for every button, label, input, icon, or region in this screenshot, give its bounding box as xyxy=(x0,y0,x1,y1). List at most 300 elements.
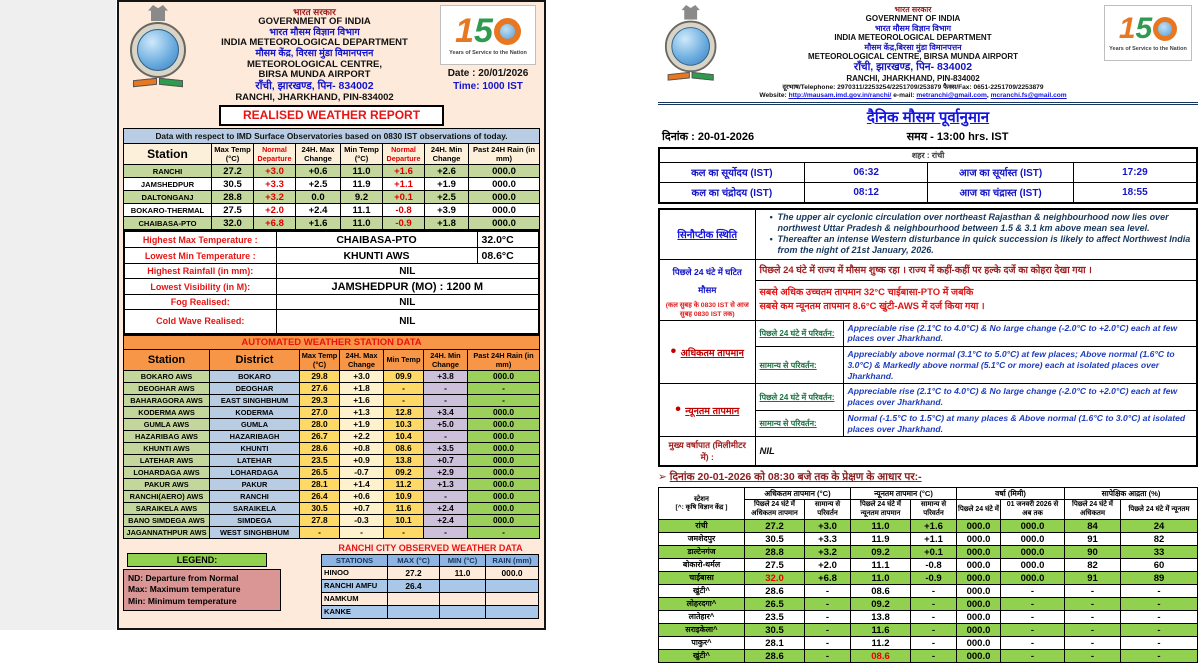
table-cell: +6.8 xyxy=(254,217,296,230)
highest-max-station: CHAIBASA-PTO xyxy=(276,231,477,248)
imd-150-logo xyxy=(1104,5,1192,61)
report-time: Time: 1000 IST xyxy=(453,81,523,92)
table-cell: - xyxy=(1121,624,1198,637)
table-row xyxy=(124,466,540,478)
sub-min-24h: पिछले 24 घंटे में न्यूनतम तापमान xyxy=(851,500,911,520)
table-cell: SIMDEGA xyxy=(210,514,300,526)
col-station xyxy=(659,488,745,520)
daily-forecast-panel xyxy=(658,1,1198,662)
sunset-value: 17:29 xyxy=(1073,162,1197,182)
table-cell: - xyxy=(1121,637,1198,650)
legend-line-1: ND: Departure from Normal xyxy=(128,572,239,583)
table-cell: - xyxy=(911,598,957,611)
table-cell: -0.9 xyxy=(911,572,957,585)
table-cell: - xyxy=(1001,637,1065,650)
table-cell: 000.0 xyxy=(1001,559,1065,572)
table-cell: 82 xyxy=(1065,559,1121,572)
lowest-visibility-value: JAMSHEDPUR (MO) : 1200 M xyxy=(276,279,539,295)
table-cell: 33 xyxy=(1121,546,1198,559)
left-header xyxy=(123,5,540,103)
email-link-2[interactable]: mcranchi.fs@gmail.com xyxy=(990,91,1067,99)
table-row xyxy=(322,579,539,592)
table-row xyxy=(659,585,1198,598)
table-cell: सराइकेला^ xyxy=(659,624,745,637)
table-cell: +2.0 xyxy=(805,559,851,572)
highest-rainfall-value: NIL xyxy=(276,264,539,279)
table-row xyxy=(659,533,1198,546)
table-cell: 11.9 xyxy=(851,533,911,546)
table-cell: +0.1 xyxy=(383,191,425,204)
min-24h-change-text: Appreciable rise (2.1°C to 4.0°C) & No large change (-2.0°C to +2.0°C) each at few places over Jharkhand. xyxy=(843,384,1197,410)
table-cell: EAST SINGHBHUM xyxy=(210,394,300,406)
ribbon-orange xyxy=(133,78,157,88)
col-station: Station xyxy=(124,144,212,165)
table-cell: लातेहार^ xyxy=(659,611,745,624)
synoptic-label: सिनौप्टीक स्थिति xyxy=(659,209,755,260)
table-cell: KODERMA xyxy=(210,406,300,418)
table-cell: - xyxy=(384,526,424,538)
table-cell: +3.2 xyxy=(254,191,296,204)
centre-hindi: मौसम केंद्र,बिरसा मुंडा विमानपत्तन xyxy=(864,42,962,52)
min-24h-change-label: पिछले 24 घंटे में परिवर्तन: xyxy=(755,384,843,410)
ribbon-green xyxy=(159,78,183,88)
table-cell: 000.0 xyxy=(957,611,1001,624)
digit-1: 1 xyxy=(1118,12,1136,45)
table-cell: LOHARDAGA AWS xyxy=(124,466,210,478)
table-cell: - xyxy=(424,526,468,538)
table-row xyxy=(659,259,1197,280)
table-cell: 27.2 xyxy=(212,165,254,178)
ribbon-green xyxy=(692,72,714,81)
synoptic-bullet-2: • Thereafter an intense Western disturbance in quick succession is likely to affect Northwest India from the night of 21st January, 2026. xyxy=(770,234,1193,257)
table-cell: 9.2 xyxy=(341,191,383,204)
group-min-temp: न्यूनतम तापमान (°C) xyxy=(851,488,957,500)
table-cell: - xyxy=(424,430,468,442)
col-min-temp: Min Temp xyxy=(384,349,424,370)
table-cell: RANCHI(AERO) AWS xyxy=(124,490,210,502)
col-past-24h-rain: Past 24H Rain (in mm) xyxy=(469,144,540,165)
table-row xyxy=(124,478,540,490)
table-row xyxy=(659,650,1198,663)
bullet-icon: • xyxy=(670,343,681,361)
table-cell: 11.2 xyxy=(384,478,424,490)
sub-max-dep: सामान्य से परिवर्तन xyxy=(805,500,851,520)
right-header xyxy=(658,1,1198,100)
obs-heading xyxy=(658,470,1198,484)
table-cell xyxy=(440,592,486,605)
pin-english: RANCHI, JHARKHAND, PIN-834002 xyxy=(846,73,980,83)
logo-150-digits xyxy=(455,14,521,48)
table-cell: 000.0 xyxy=(469,191,540,204)
table-cell: 28.1 xyxy=(745,637,805,650)
table-row xyxy=(659,384,1197,410)
table-cell: 28.8 xyxy=(745,546,805,559)
table-cell: +2.4 xyxy=(296,204,341,217)
email-link-1[interactable]: metranchi@gmail.com xyxy=(916,91,987,99)
table-cell: 27.0 xyxy=(300,406,340,418)
extreme-temps xyxy=(755,281,1197,321)
synoptic-bullets xyxy=(760,212,1193,257)
gov-english: GOVERNMENT OF INDIA xyxy=(258,16,371,28)
table-cell: 28.6 xyxy=(745,585,805,598)
table-cell: HINOO xyxy=(322,566,388,579)
table-row xyxy=(124,442,540,454)
table-cell: -0.7 xyxy=(340,466,384,478)
max-temp-label: अधिकतम तापमान xyxy=(680,348,744,360)
table-cell: 30.5 xyxy=(745,624,805,637)
col-24h-min-change: 24H. Min Change xyxy=(425,144,469,165)
table-cell: 000.0 xyxy=(957,637,1001,650)
table-cell: HAZARIBAG AWS xyxy=(124,430,210,442)
table-cell: +0.7 xyxy=(340,502,384,514)
table-cell: -0.3 xyxy=(340,514,384,526)
synoptic-bullet-1: • The upper air cyclonic circulation over northeast Rajasthan & neighbourhood now lies over northwest Uttar Pradesh & neighbourhood between 1.5 & 3.1 km above mean sea level. xyxy=(770,212,1193,235)
table-cell: 30.5 xyxy=(745,533,805,546)
table-cell: 000.0 xyxy=(468,490,540,502)
table-cell: 30.5 xyxy=(212,178,254,191)
table-cell: 11.1 xyxy=(851,559,911,572)
table-cell: 11.1 xyxy=(341,204,383,217)
table-cell: 000.0 xyxy=(1001,546,1065,559)
past-weather-note: (कल सुबह के 0830 IST से आज सुबह 0830 IST तक) xyxy=(665,301,749,318)
table-cell: +6.8 xyxy=(805,572,851,585)
table-cell: +3.3 xyxy=(254,178,296,191)
table-cell: RANCHI xyxy=(124,165,212,178)
table-row xyxy=(124,514,540,526)
moonrise-label: कल का चंद्रोदय (IST) xyxy=(659,182,804,203)
moonset-label: आज का चंद्रास्त (IST) xyxy=(928,182,1073,203)
table-header-row xyxy=(124,349,540,370)
sunrise-sunset-table xyxy=(658,147,1198,204)
rainfall-label: मुख्य वर्षापात (मिलीमीटर में) : xyxy=(659,437,755,467)
group-rain: वर्षा (मिमी) xyxy=(957,488,1065,500)
table-cell: 08.6 xyxy=(851,650,911,663)
table-cell: GUMLA xyxy=(210,418,300,430)
table-cell: 27.8 xyxy=(300,514,340,526)
table-cell: - xyxy=(1065,650,1121,663)
table-cell: 91 xyxy=(1065,572,1121,585)
table-cell: बोकारो-थर्मल xyxy=(659,559,745,572)
legend-title: LEGEND: xyxy=(127,553,267,567)
digit-0-globe-icon xyxy=(494,18,521,45)
email-label: e-mail: xyxy=(893,91,915,99)
logo-ribbons xyxy=(664,73,717,79)
table-cell: - xyxy=(384,382,424,394)
website-link[interactable]: http://mausam.imd.gov.in/ranchi/ xyxy=(788,91,892,99)
centre-hindi: मौसम केंद्र, विरसा मुंडा विमानपत्तन xyxy=(255,47,374,59)
highest-max-label: Highest Max Temperature : xyxy=(124,231,276,248)
min-temp-label: न्यूनतम तापमान xyxy=(685,406,740,418)
table-cell: - xyxy=(1001,624,1065,637)
table-cell: 000.0 xyxy=(468,370,540,382)
sub-rain-cum: 01 जनवरी 2026 से अब तक xyxy=(1001,500,1065,520)
col-min: MIN (°C) xyxy=(440,554,486,566)
table-row xyxy=(322,566,539,579)
sunset-label: आज का सूर्यास्त (IST) xyxy=(928,162,1073,182)
legend-section xyxy=(123,543,283,619)
table-cell: 000.0 xyxy=(1001,533,1065,546)
col-24h-max-change: 24H. Max Change xyxy=(340,349,384,370)
table-cell: PAKUR AWS xyxy=(124,478,210,490)
table-cell: +2.6 xyxy=(425,165,469,178)
table-row xyxy=(659,520,1198,533)
table-cell: चाईबासा xyxy=(659,572,745,585)
table-cell: GUMLA AWS xyxy=(124,418,210,430)
table-cell: BANO SIMDEGA AWS xyxy=(124,514,210,526)
table-cell: - xyxy=(468,394,540,406)
table-row xyxy=(124,204,540,217)
col-station: Station xyxy=(124,349,210,370)
table-cell: 000.0 xyxy=(957,598,1001,611)
logo-ribbons xyxy=(123,79,193,86)
table-cell: 28.1 xyxy=(300,478,340,490)
table-row xyxy=(124,279,539,295)
max-normal-change-text: Appreciably above normal (3.1°C to 5.0°C) at few places; Above normal (1.6°C to 3.0°C) & Markedly above normal (5.1°C or more) each at isolated places over Jharkhand. xyxy=(843,347,1197,384)
table-cell: 11.0 xyxy=(440,566,486,579)
table-cell: +0.8 xyxy=(340,442,384,454)
table-cell: 26.4 xyxy=(300,490,340,502)
table-cell: +1.1 xyxy=(911,533,957,546)
right-header-text xyxy=(722,5,1104,100)
table-cell: - xyxy=(1065,624,1121,637)
table-row xyxy=(659,182,1197,203)
table-cell: -0.9 xyxy=(383,217,425,230)
table-cell: BOKARO-THERMAL xyxy=(124,204,212,217)
table-cell: +1.1 xyxy=(383,178,425,191)
table-row xyxy=(124,191,540,204)
table-cell: - xyxy=(805,650,851,663)
table-cell: - xyxy=(424,490,468,502)
table-cell xyxy=(486,592,539,605)
centre-english-1: METEOROLOGICAL CENTRE, xyxy=(247,58,382,70)
max-24h-change-label: पिछले 24 घंटे में परिवर्तन: xyxy=(755,320,843,346)
table-cell: 000.0 xyxy=(468,502,540,514)
col-max: MAX (°C) xyxy=(388,554,440,566)
bullet-icon: • xyxy=(675,401,686,419)
table-cell: 000.0 xyxy=(469,165,540,178)
table-cell: 26.5 xyxy=(300,466,340,478)
sub-rain-24h: पिछले 24 घंटे में xyxy=(957,500,1001,520)
left-header-right xyxy=(436,5,540,92)
table-cell: +1.6 xyxy=(911,520,957,533)
table-header-row xyxy=(124,144,540,165)
table-cell xyxy=(440,579,486,592)
min-normal-change-text: Normal (-1.5°C to 1.5°C) at many places & Above normal (1.6°C to 3.0°C) at isolated places over Jharkhand. xyxy=(843,410,1197,436)
max-normal-change-label: सामान्य से परिवर्तन: xyxy=(755,347,843,384)
table-cell: +0.7 xyxy=(424,454,468,466)
table-cell: 09.2 xyxy=(384,466,424,478)
table-cell: CHAIBASA-PTO xyxy=(124,217,212,230)
table-cell: - xyxy=(805,624,851,637)
table-row xyxy=(124,264,539,279)
website-label: Website: xyxy=(759,91,787,99)
lowest-min-station: KHUNTI AWS xyxy=(276,248,477,264)
sunrise-value: 06:32 xyxy=(804,162,928,182)
table-row xyxy=(124,490,540,502)
table-cell: 000.0 xyxy=(957,572,1001,585)
table-cell: RANCHI xyxy=(210,490,300,502)
group-max-temp: अधिकतम तापमान (°C) xyxy=(745,488,851,500)
table-cell: पाकुर^ xyxy=(659,637,745,650)
table-cell: 000.0 xyxy=(957,585,1001,598)
table-cell: 30.5 xyxy=(300,502,340,514)
table-cell: +1.9 xyxy=(340,418,384,430)
highest-max-value: 32.0°C xyxy=(477,231,539,248)
logo-150-caption: Years of Service to the Nation xyxy=(449,50,527,56)
ribbon-orange xyxy=(668,72,690,81)
col-24h-min-change: 24H. Min Change xyxy=(424,349,468,370)
table-cell: - xyxy=(1065,611,1121,624)
digit-5: 5 xyxy=(474,12,493,50)
table-row xyxy=(124,231,539,248)
pin-hindi: राँची, झारखण्ड, पिन- 834002 xyxy=(853,61,973,74)
table-cell: +1.3 xyxy=(424,478,468,490)
max-24h-change-text: Appreciable rise (2.1°C to 4.0°C) & No large change (-2.0°C to +2.0°C) each at few places over Jharkhand. xyxy=(843,320,1197,346)
table-cell: - xyxy=(1065,637,1121,650)
table-row xyxy=(659,572,1198,585)
centre-english: METEOROLOGICAL CENTRE, BIRSA MUNDA AIRPORT xyxy=(807,51,1019,61)
ashoka-emblem-icon xyxy=(148,5,168,21)
table-row xyxy=(322,592,539,605)
left-bottom-section xyxy=(123,543,540,619)
table-cell: 10.1 xyxy=(384,514,424,526)
station-header-text: स्टेशन xyxy=(694,495,709,503)
table-cell xyxy=(388,605,440,618)
table-cell: 11.6 xyxy=(384,502,424,514)
table-cell: 84 xyxy=(1065,520,1121,533)
fog-label: Fog Realised: xyxy=(124,295,276,310)
table-cell: 11.2 xyxy=(851,637,911,650)
col-past-24h-rain: Past 24H Rain (in mm) xyxy=(468,349,540,370)
table-row xyxy=(124,248,539,264)
group-humidity: सापेक्षिक आद्रता (%) xyxy=(1065,488,1198,500)
phone-line: दूरभाष/Telephone: 2970311/2253254/2251709/253879 फैक्स/Fax: 0651-2251709/2253879 xyxy=(782,84,1044,92)
table-row xyxy=(659,148,1197,163)
min-temp-label-cell xyxy=(659,384,755,437)
table-cell: 000.0 xyxy=(957,533,1001,546)
gov-english: GOVERNMENT OF INDIA xyxy=(865,14,961,24)
lowest-temp-line: सबसे कम न्यूनतम तापमान 8.6°C खुंटी-AWS में दर्ज किया गया । xyxy=(759,301,985,313)
sub-max-24h: पिछले 24 घंटे में अधिकतम तापमान xyxy=(745,500,805,520)
table-cell: 27.2 xyxy=(388,566,440,579)
table-cell: HAZARIBAGH xyxy=(210,430,300,442)
table-cell: 13.8 xyxy=(384,454,424,466)
table-cell: 28.8 xyxy=(212,191,254,204)
table-cell: 09.2 xyxy=(851,598,911,611)
table-cell: लोहरदगा^ xyxy=(659,598,745,611)
table-cell: 28.6 xyxy=(745,650,805,663)
moonrise-value: 08:12 xyxy=(804,182,928,203)
table-cell: 24 xyxy=(1121,520,1198,533)
table-cell: +2.0 xyxy=(254,204,296,217)
table-row xyxy=(124,310,539,334)
table-row xyxy=(124,430,540,442)
table-cell: 000.0 xyxy=(468,478,540,490)
table-row xyxy=(659,637,1198,650)
table-row xyxy=(124,406,540,418)
table-header-row xyxy=(659,488,1198,500)
pin-english: RANCHI, JHARKHAND, PIN-834002 xyxy=(235,91,394,103)
table-cell: 000.0 xyxy=(468,418,540,430)
table-cell: +3.0 xyxy=(805,520,851,533)
header-divider xyxy=(658,102,1198,105)
table-cell: - xyxy=(1065,585,1121,598)
imd-150-logo xyxy=(440,5,536,65)
table-cell xyxy=(440,605,486,618)
table-cell: 11.0 xyxy=(341,165,383,178)
col-24h-max-change: 24H. Max Change xyxy=(296,144,341,165)
table-cell: LOHARDAGA xyxy=(210,466,300,478)
table-cell: 000.0 xyxy=(1001,572,1065,585)
gov-hindi: भारत सरकार xyxy=(293,7,336,17)
table-cell: DEOGHAR AWS xyxy=(124,382,210,394)
table-cell: 28.6 xyxy=(300,442,340,454)
forecast-date: दिनांक : 20-01-2026 xyxy=(662,130,755,143)
col-max-temp: Max Temp (°C) xyxy=(300,349,340,370)
table-cell: 09.2 xyxy=(851,546,911,559)
table-row xyxy=(659,437,1197,467)
realised-weather-report-panel xyxy=(117,0,546,630)
table-cell: +2.5 xyxy=(296,178,341,191)
table-cell: - xyxy=(1001,650,1065,663)
table-cell: 89 xyxy=(1121,572,1198,585)
table-cell: 27.2 xyxy=(745,520,805,533)
table-cell: PAKUR xyxy=(210,478,300,490)
col-max-temp: Max Temp (°C) xyxy=(212,144,254,165)
table-cell: DEOGHAR xyxy=(210,382,300,394)
logo-150-digits xyxy=(1119,14,1177,44)
table-cell: 10.3 xyxy=(384,418,424,430)
table-cell: +3.2 xyxy=(805,546,851,559)
table-cell: - xyxy=(468,382,540,394)
table-row xyxy=(124,295,539,310)
sub-min-dep: सामान्य से परिवर्तन xyxy=(911,500,957,520)
table-cell: 000.0 xyxy=(957,650,1001,663)
table-cell: 27.6 xyxy=(300,382,340,394)
table-row xyxy=(124,178,540,191)
table-cell: 23.5 xyxy=(745,611,805,624)
table-cell: +0.1 xyxy=(911,546,957,559)
table-cell: LATEHAR xyxy=(210,454,300,466)
table-row xyxy=(124,165,540,178)
station-header-note: [^: कृषि विज्ञान केंद्र ] xyxy=(675,504,728,512)
col-stations: STATIONS xyxy=(322,554,388,566)
forecast-info-table xyxy=(658,208,1198,468)
table-cell: +2.4 xyxy=(424,514,468,526)
table-cell: - xyxy=(911,637,957,650)
table-cell: 000.0 xyxy=(957,559,1001,572)
table-cell: 000.0 xyxy=(469,217,540,230)
aws-table xyxy=(123,349,540,539)
table-cell: +1.6 xyxy=(383,165,425,178)
table-cell: 08.6 xyxy=(851,585,911,598)
table-row xyxy=(124,394,540,406)
table-cell: 09.9 xyxy=(384,370,424,382)
table-cell: +3.8 xyxy=(424,370,468,382)
table-row xyxy=(659,624,1198,637)
report-title: REALISED WEATHER REPORT xyxy=(219,105,444,126)
arrow-icon: ➢ xyxy=(658,471,670,484)
aws-section-title: AUTOMATED WEATHER STATION DATA xyxy=(123,335,540,349)
table-cell: +1.3 xyxy=(340,406,384,418)
table-cell: 000.0 xyxy=(957,546,1001,559)
dept-english: INDIA METEOROLOGICAL DEPARTMENT xyxy=(221,37,408,49)
moonset-value: 18:55 xyxy=(1073,182,1197,203)
table-row xyxy=(659,209,1197,260)
table-cell: - xyxy=(1121,585,1198,598)
past-weather-label: पिछले 24 घंटे में घटित मौसम xyxy=(672,266,742,295)
table-cell: 000.0 xyxy=(468,406,540,418)
